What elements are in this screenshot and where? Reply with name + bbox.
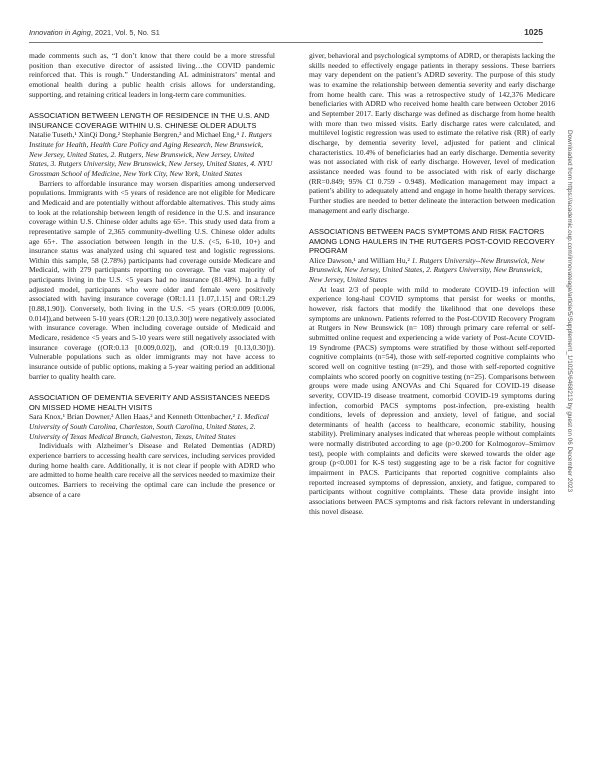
journal-name: Innovation in Aging — [29, 28, 91, 37]
abstract-body: Barriers to affordable insurance may worsen disparities among underserved populations. Immigrants with <5 years of residence are not eligible for Medicare and Medicaid and are potentially without affordable alternatives. This study aims to look at the relationship between length of residence in the U.S. and insurance coverage within U.S. Chinese older adults age 65+. This study used data from a representative sample of 2,365 community-dwelling U.S. Chinese older adults age 65+. The association between length in the U.S. (<5, 6-10, 10+) and insurance status was analyzed using chi squared test and logistic regressions. Within this sample, 58 (2.78%) participants had coverage outside Medicare and Medicaid, with 279 participants reporting no coverage. The vast majority of participants living in the U.S. <5 years had no insurance (81.48%). In a fully adjusted model, participants who were older and female were positively associated with having insurance coverage (OR:1.11 [1.07,1.15] and OR:1.29 [0.88,1.90]). Conversely, both living in the U.S. <5 years (OR:0.009 [0.006, 0.014]),and between 5-10 years (OR:1.20 [0.13,0.30]) were negatively associated with insurance coverage. When including coverage outside of Medicaid and Medicare, residence <5 years and 5-10 years were still negatively associated with insurance coverage ((OR:0.13 [0.009,0.02]), and (OR:0.19 [0.13,0.30])). Vulnerable populations such as older immigrants may not have access to insurance outside of public options, making a 5-year waiting period an additional barrier to quality health care. — [29, 178, 275, 381]
journal-volume: , 2021, Vol. 5, No. S1 — [90, 28, 160, 37]
download-note: Downloaded from https://academic.oup.com/innovateage/article/5/Supplement_1/1025/6468213 by guest on 06 December 2023 — [566, 130, 573, 493]
page-number: 1025 — [524, 27, 543, 37]
author-affiliations: 1. Medical University of South Carolina, Charleston, South Carolina, United States, 2. University of Texas Medical Branch, Galveston, Texas, United States — [29, 412, 269, 441]
journal-citation — [29, 28, 160, 37]
abstract-title: ASSOCIATIONS BETWEEN PACS SYMPTOMS AND RISK FACTORS AMONG LONG HAULERS IN THE RUTGERS POST-COVID RECOVERY PROGRAM — [309, 227, 555, 256]
download-watermark — [562, 130, 576, 760]
continued-paragraph: made comments such as, “I don’t know that there could be a more stressful position than executive director of assisted living…the COVID pandemic reinforced that. This is rough.” Understanding AL administrators’ mental and emotional health during a public health crisis allows for understanding, supporting, and retaining critical leaders in long-term care communities. — [29, 51, 275, 99]
author-block — [309, 256, 555, 285]
left-column — [29, 51, 275, 499]
abstract-body: At least 2/3 of people with mild to moderate COVID-19 infection will experience long-haul COVID symptoms that persist for weeks or months, however, risk factors that modify the likelihood that one develops these symptoms are unknown. Patients referred to the Post-COVID Recovery Program at Rutgers in New Brunswick (n= 108) through primary care referral or self-submitted online request and experiencing a wide variety of Post-Acute COVID-19 Syndrome (PACS) symptoms were stratified by those without self-reported cognitive complaints (n=54), those with self-reported cognitive complaints who scored well on cognitive testing (n=29), and those with self-reported cognitive complaints who scored poorly on cognitive testing (n=25). Comparisons between groups were made using ANOVAs and Chi Squared for COVID-19 disease severity, COVID-19 disease treatment, comorbid COVID-19 symptoms during infection, comorbid PACS symptoms post-infection, pre-existing health conditions, levels of depression and anxiety, level of fatigue, and social determinants of health (access to healthcare, economic stability, housing stability). Preliminary analyses indicated that whereas people without complaints were normally distributed according to age (p>0.200 for Kolmogorov–Smirnov test), people with complaints and deficits were skewed towards the older age group (p<0.001 for K-S test) suggesting age to be a risk factor for cognitive impairment in PACS. Participants that reported cognitive complaints also reported increased symptoms of depression, anxiety, and fatigue, compared to participants without cognitive complaints. These data provide insight into associations between PACS symptoms and risk factors relevant in understanding this novel disease. — [309, 284, 555, 516]
abstract-title: ASSOCIATION BETWEEN LENGTH OF RESIDENCE IN THE U.S. AND INSURANCE COVERAGE WITHIN U.S. CHINESE OLDER ADULTS — [29, 111, 270, 130]
running-header — [29, 28, 543, 42]
abstract-body: Individuals with Alzheimer’s Disease and Related Dementias (ADRD) experience barriers to accessing health care services, including services provided during home health care. Additionally, it is not clear if people with ADRD who are admitted to home health care receive all the services needed to maximize their outcomes. Barriers to receiving the optimal care can include the presence or absence of a care — [29, 441, 275, 499]
right-column — [309, 51, 555, 516]
author-block — [29, 130, 275, 178]
author-names: Sara Knox,¹ Brian Downer,² Allen Haas,² and Kenneth Ottenbacher,² — [29, 412, 235, 422]
author-names: Alice Dawson,¹ and William Hu,² — [309, 255, 410, 265]
continued-paragraph: giver, behavioral and psychological symptoms of ADRD, or therapists lacking the skills needed to effectively engage patients in therapy sessions. These barriers may vary dependent on the patient’s ADRD severity. The purpose of this study was to examine the relationship between dementia severity and early discharge from home health care. This was a retrospective study of 142,376 Medicare beneficiaries with ADRD who received home health care between October 2016 and September 2017. Early discharge was defined as discharge from home health with more than two missed visits. Early discharge rates were calculated, and multilevel logistic regression was used to estimate the relative risk (RR) of early discharge, by dementia severity level, adjusted for patient and clinical characteristics. 10.4% of beneficiaries had an early discharge. Dementia severity was not associated with risk of early discharge. However, level of medication assistance needed was found to be associated with risk of early discharge (RR=0.849; 95% CI 0.759 - 0.948). Medication management may impact a patient’s ability to adequately attend and engage in home health therapy services. Further studies are needed to better delineate the interaction between medication management and early discharge. — [309, 51, 555, 215]
author-block — [29, 412, 275, 441]
abstract-title: ASSOCIATION OF DEMENTIA SEVERITY AND ASSISTANCES NEEDS ON MISSED HOME HEALTH VISITS — [29, 393, 270, 412]
author-affiliations: 1. Rutgers Institute for Health, Health Care Policy and Aging Research, New Brunswick, New Jersey, United States, 2. Rutgers, New Brunswick, New Jersey, United States, 3. Rutgers University, New Brunswick, New Jersey, United States, 4. NYU Grossman School of Medicine, New York City, New York, United States — [29, 130, 273, 178]
author-names: Natalie Tuseth,¹ XinQi Dong,² Stephanie Bergren,³ and Michael Eng,⁴ — [29, 130, 240, 140]
author-affiliations: 1. Rutgers University--New Brunswick, New Brunswick, New Jersey, United States, 2. Rutgers University, New Brunswick, New Jersey, United States — [309, 255, 545, 284]
header-divider — [29, 42, 543, 43]
